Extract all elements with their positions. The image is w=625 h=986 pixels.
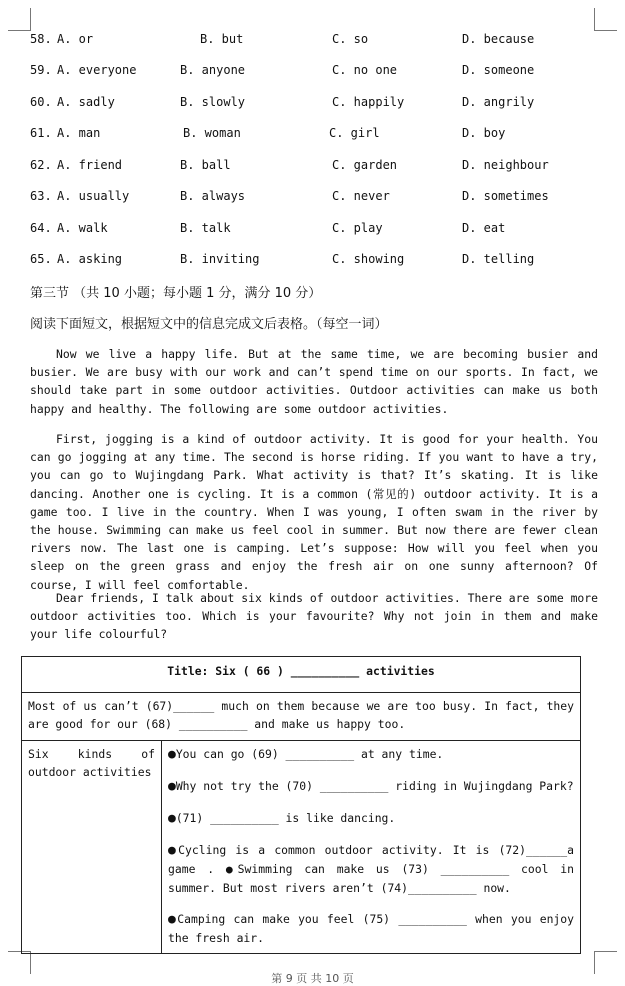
question-row [30,252,590,268]
bullet-text: Cycling is a common outdoor activity. It is (72)______a game . ●Swimming can make us (73) __________ cool in summer. But most rivers aren’t (74)__________ now. [168,843,575,895]
bullet-item [168,809,574,828]
option-a: A. everyone [57,63,137,77]
option-b: B. talk [180,221,231,235]
question-number: 61. [30,126,52,140]
option-d: D. neighbour [462,158,549,172]
option-c: C. girl [329,126,380,140]
option-b: B. anyone [180,63,246,77]
option-a: A. sadly [57,95,115,109]
question-row [30,63,590,79]
bullet-item [168,910,574,947]
option-b: B. but [200,32,244,46]
bullet-item [168,777,574,796]
passage-paragraph-2: First, jogging is a kind of outdoor activity. It is good for your health. You can go jogging at any time. The second is horse riding. If you want to have a try, you can go to Wujingdang Park. What activity is that? It’s skating. It is like dancing. Another one is cycling. It is a common (常见的) outdoor activity. It is a game too. I live in the country. When I was young, I often swam in the river by the house. Swimming can make us feel cool in summer. But now there are fewer clean rivers now. The last one is camping. Let’s suppose: How will you feel when you sleep on the green grass and enjoy the fresh air on one sunny afternoon? Of course, I will feel comfortable. [30,432,598,592]
bullet-dot-icon: ● [168,843,179,859]
option-d: D. telling [462,252,535,266]
question-row [30,95,590,111]
option-d: D. boy [462,126,506,140]
question-number: 59. [30,63,52,77]
section-instruction: 阅读下面短文，根据短文中的信息完成文后表格。（每空一词） [30,317,388,332]
bullet-text: (71) __________ is like dancing. [175,811,396,826]
question-row [30,126,590,142]
option-a: A. walk [57,221,108,235]
option-d: D. someone [462,63,535,77]
crop-mark-top-left [8,8,31,31]
bullet-dot-icon: ● [168,911,178,927]
bullet-text: Why not try the (70) __________ riding in Wujingdang Park? [175,778,574,793]
summary-table [21,656,581,954]
question-number: 62. [30,158,52,172]
option-c: C. so [332,32,369,46]
option-d: D. because [462,32,535,46]
table-bullets-cell [162,740,581,954]
option-b: B. always [180,189,246,203]
question-number: 65. [30,252,52,266]
bullet-dot-icon: ● [168,746,176,762]
question-number: 63. [30,189,52,203]
option-c: C. happily [332,95,405,109]
bullet-dot-icon: ● [168,778,176,794]
table-left-label: Six kinds of outdoor activities [22,740,162,954]
option-b: B. woman [183,126,241,140]
option-a: A. friend [57,158,123,172]
passage-paragraph-3: Dear friends, I talk about six kinds of outdoor activities. There are some more outdoor activities too. Which is your favourite? Why not join in them and make your life colourful? [30,591,598,642]
bullet-text: You can go (69) __________ at any time. [175,746,444,761]
bullet-item [168,745,574,764]
option-a: A. or [57,32,94,46]
question-number: 58. [30,32,52,46]
question-number: 60. [30,95,52,109]
option-d: D. sometimes [462,189,549,203]
option-d: D. eat [462,221,506,235]
option-c: C. no one [332,63,398,77]
bullet-item [168,841,574,897]
option-a: A. man [57,126,101,140]
question-row [30,221,590,237]
bullet-text: Camping can make you feel (75) __________ when you enjoy the fresh air. [168,911,574,946]
crop-mark-top-right [594,8,617,31]
question-row [30,189,590,205]
option-c: C. garden [332,158,398,172]
option-c: C. never [332,189,390,203]
bullet-dot-icon: ● [168,811,176,827]
passage-paragraph-1: Now we live a happy life. But at the same time, we are becoming busier and busier. We are busy with our work and can’t spend time on our sports. In fact, we should take part in some outdoor activities. Outdoor activities can make us both happy and healthy. The following are some outdoor activities. [30,347,598,416]
option-b: B. slowly [180,95,246,109]
option-c: C. play [332,221,383,235]
option-a: A. usually [57,189,130,203]
option-b: B. inviting [180,252,260,266]
question-row [30,32,590,48]
table-intro-cell: Most of us can’t (67)______ much on them because we are too busy. In fact, they are good for our (68) __________ and make us happy too. [22,693,581,740]
option-b: B. ball [180,158,231,172]
section-heading: 第三节 （共 10 小题；每小题 1 分，满分 10 分） [30,286,322,301]
option-d: D. angrily [462,95,535,109]
option-c: C. showing [332,252,405,266]
question-row [30,158,590,174]
option-a: A. asking [57,252,123,266]
table-title: Title: Six ( 66 ) __________ activities [22,657,581,693]
question-number: 64. [30,221,52,235]
page-footer: 第 9 页 共 10 页 [271,972,354,985]
